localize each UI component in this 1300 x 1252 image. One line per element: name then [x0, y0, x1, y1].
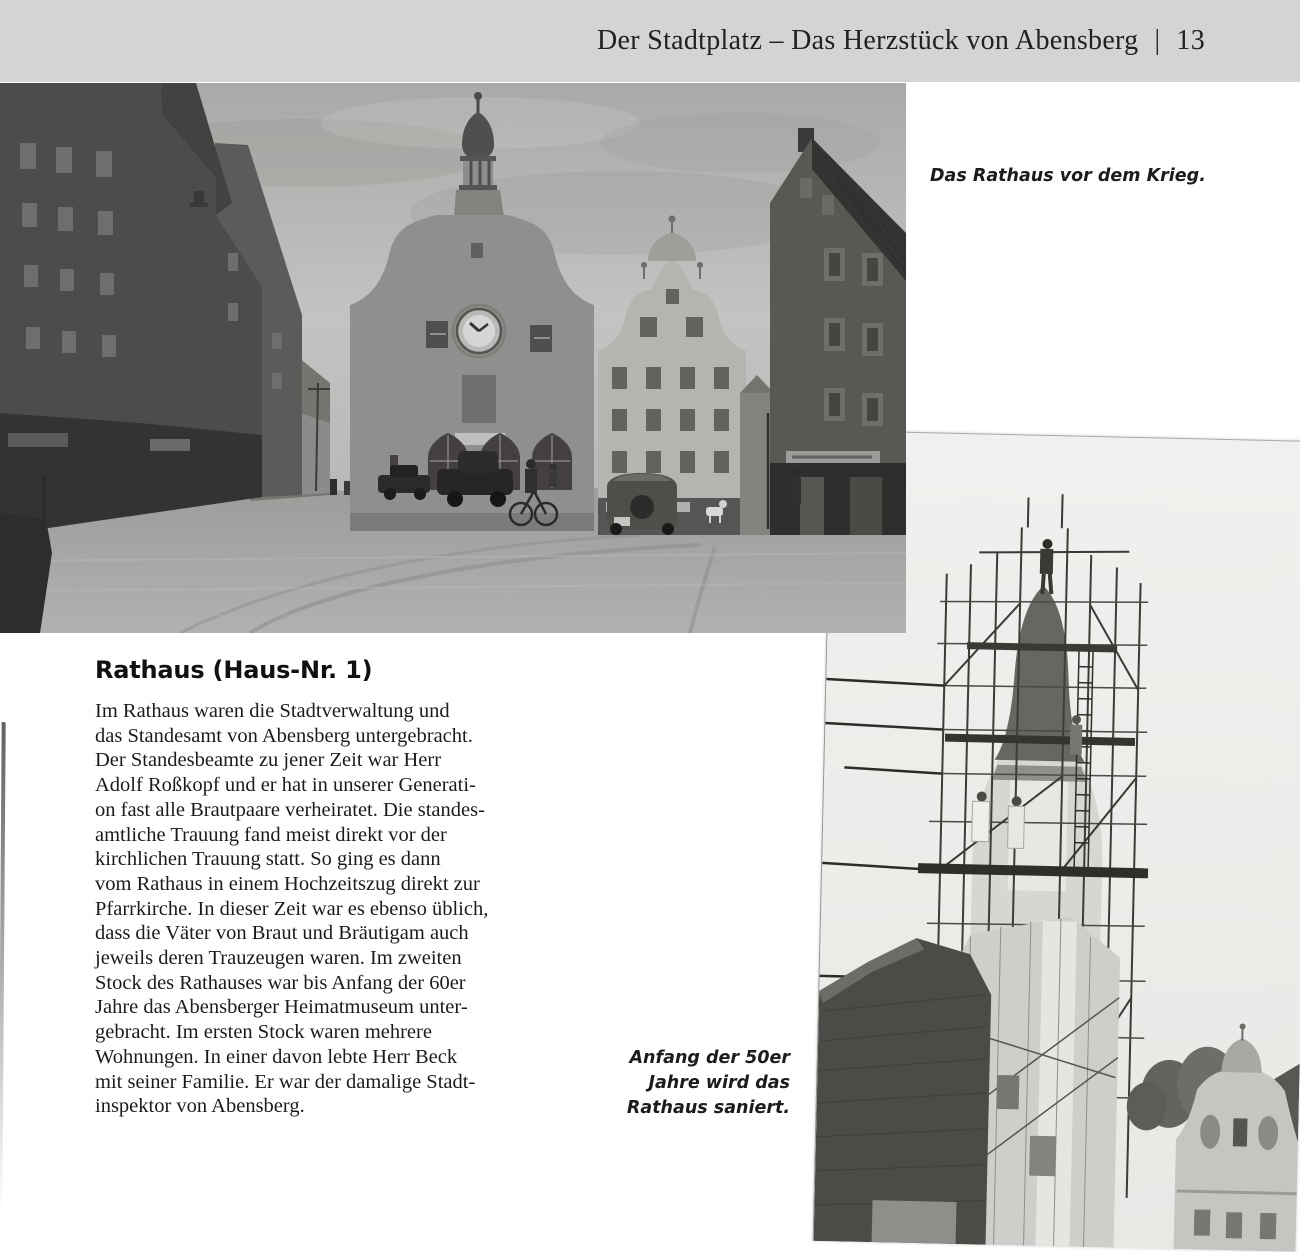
article-line: Adolf Roßkopf und er hat in unserer Generati- — [95, 773, 575, 798]
article-line: das Standesamt von Abensberg untergebracht. — [95, 724, 575, 749]
caption-photo-prewar: Das Rathaus vor dem Krieg. — [930, 164, 1260, 189]
article-line: kirchlichen Trauung statt. So ging es dann — [95, 847, 575, 872]
article-line: Wohnungen. In einer davon lebte Herr Beck — [95, 1045, 575, 1070]
article-body — [95, 699, 575, 1119]
article-line: Stock des Rathauses war bis Anfang der 60er — [95, 971, 575, 996]
caption-line: Rathaus saniert. — [560, 1096, 790, 1121]
article-line: Im Rathaus waren die Stadtverwaltung und — [95, 699, 575, 724]
steep-roof — [814, 936, 993, 1245]
article-line: amtliche Trauung fand meist direkt vor der — [95, 823, 575, 848]
article-line: on fast alle Brautpaare verheiratet. Die standes- — [95, 798, 575, 823]
article-line: Der Standesbeamte zu jener Zeit war Herr — [95, 748, 575, 773]
caption-line: Anfang der 50er — [560, 1046, 790, 1071]
page-number: 13 — [1176, 25, 1205, 57]
photo-stadtplatz-prewar — [0, 83, 906, 633]
caption-photo-renovation — [560, 1046, 790, 1121]
page-header-bar — [0, 0, 1300, 82]
page-edge-photo-sliver — [0, 722, 6, 1212]
chapter-title: Der Stadtplatz – Das Herzstück von Abensberg — [597, 25, 1138, 57]
photo-stadtplatz-illustration — [0, 83, 906, 633]
article-line: gebracht. Im ersten Stock waren mehrere — [95, 1020, 575, 1045]
article-line: dass die Väter von Braut und Bräutigam auch — [95, 921, 575, 946]
header-divider: | — [1154, 25, 1160, 57]
article-line: jeweils deren Trauzeugen waren. Im zweiten — [95, 946, 575, 971]
article-line: mit seiner Familie. Er war der damalige Stadt- — [95, 1070, 575, 1095]
article-line: inspektor von Abensberg. — [95, 1094, 575, 1119]
article-line: Jahre das Abensberger Heimatmuseum unter- — [95, 995, 575, 1020]
article-line: Pfarrkirche. In dieser Zeit war es ebenso üblich, — [95, 897, 575, 922]
article-heading: Rathaus (Haus-Nr. 1) — [95, 656, 372, 684]
caption-line: Jahre wird das — [560, 1071, 790, 1096]
article-line: vom Rathaus in einem Hochzeitszug direkt zur — [95, 872, 575, 897]
